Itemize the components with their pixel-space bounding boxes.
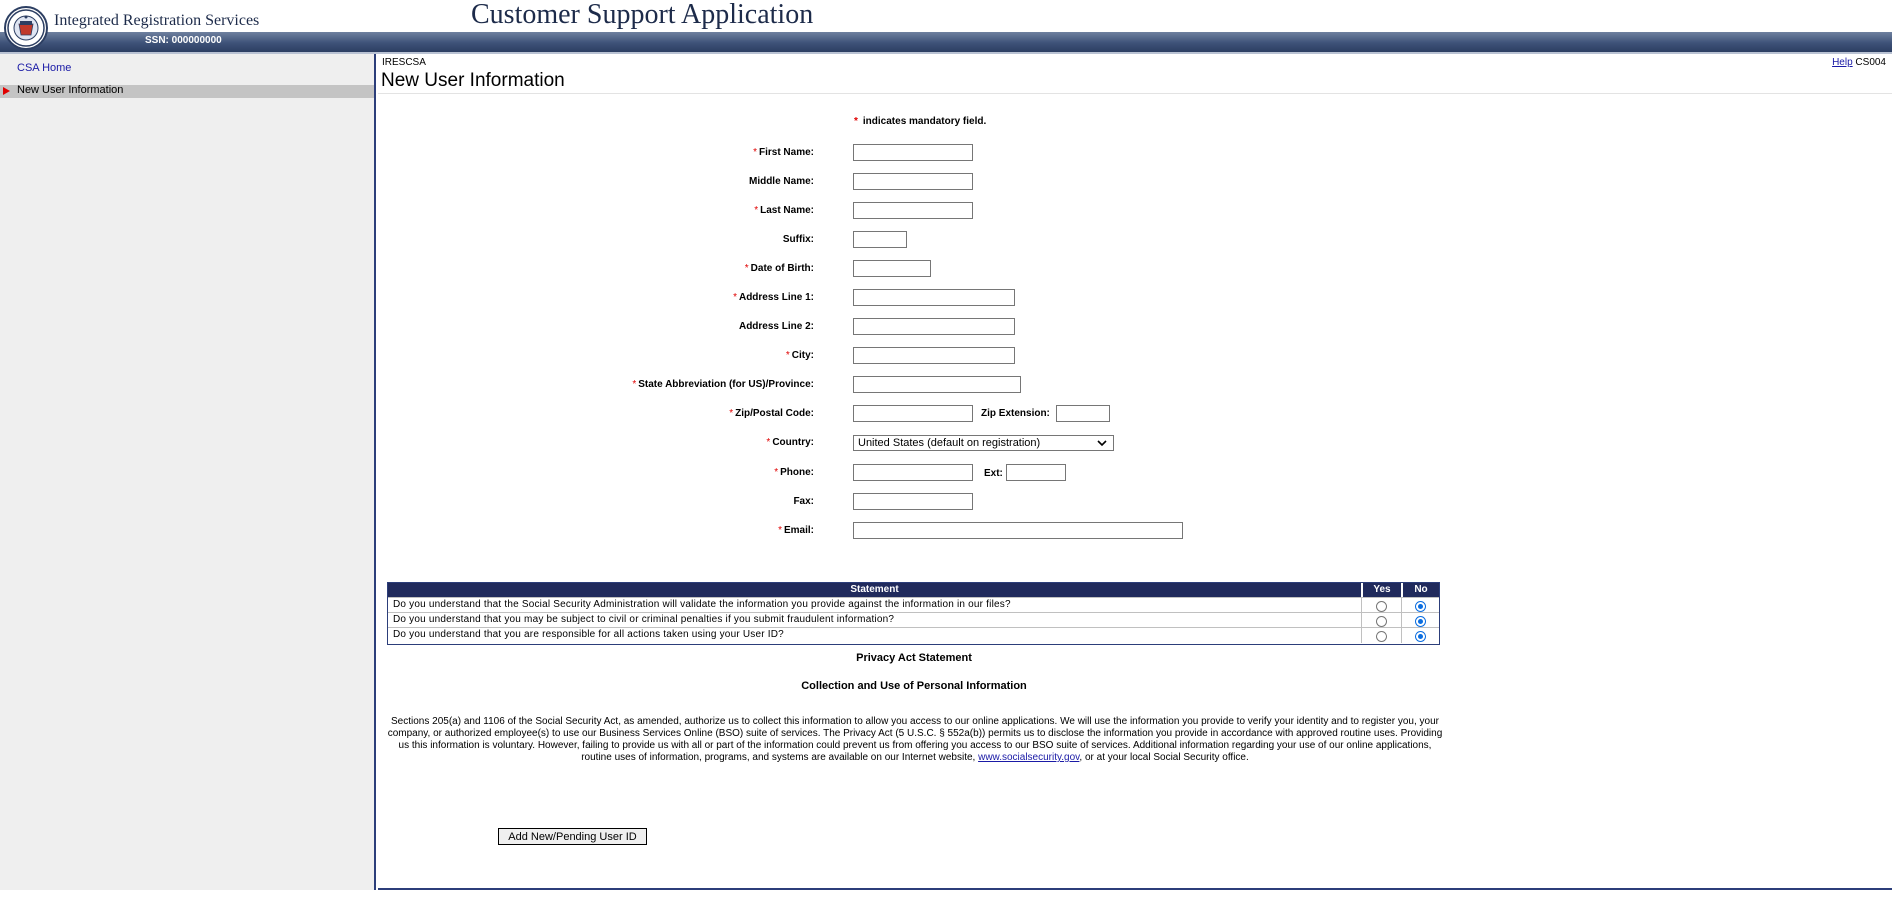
add-user-id-button[interactable]: Add New/Pending User ID bbox=[498, 828, 647, 845]
ssa-seal-icon bbox=[4, 6, 48, 50]
address2-input[interactable] bbox=[853, 318, 1015, 335]
zip-input[interactable] bbox=[853, 405, 973, 422]
help-link[interactable]: Help bbox=[1832, 57, 1853, 68]
sidebar-item-new-user-information[interactable] bbox=[0, 85, 374, 98]
country-label bbox=[766, 437, 814, 448]
title-divider bbox=[378, 93, 1892, 94]
required-star: * bbox=[766, 437, 771, 448]
city-label bbox=[786, 350, 814, 361]
required-star: * bbox=[778, 525, 782, 536]
header-band bbox=[0, 32, 1892, 52]
fax-label: Fax: bbox=[793, 496, 814, 507]
statement-header: Statement bbox=[850, 584, 899, 595]
required-star: * bbox=[744, 263, 749, 274]
table-row bbox=[388, 597, 1439, 612]
phone-label-text: Phone: bbox=[780, 467, 814, 478]
country-select[interactable] bbox=[853, 435, 1114, 451]
address1-input[interactable] bbox=[853, 289, 1015, 306]
help-area bbox=[1832, 57, 1886, 68]
header bbox=[0, 0, 1892, 54]
app-title: Customer Support Application bbox=[471, 0, 814, 30]
statement-text: Do you understand that you are responsible for all actions taken using your User ID? bbox=[393, 629, 784, 640]
ssn-display: SSN: 000000000 bbox=[145, 35, 222, 46]
state-label bbox=[632, 379, 814, 390]
suffix-input[interactable] bbox=[853, 231, 907, 248]
statement-table-header bbox=[388, 583, 1439, 597]
row-separator bbox=[1401, 613, 1402, 628]
first-name-input[interactable] bbox=[853, 144, 973, 161]
privacy-title: Privacy Act Statement bbox=[856, 652, 972, 664]
first-name-label-text: First Name: bbox=[758, 147, 814, 158]
fax-input[interactable] bbox=[853, 493, 973, 510]
email-input[interactable] bbox=[853, 522, 1183, 539]
privacy-text bbox=[384, 716, 1446, 764]
page-code: CS004 bbox=[1855, 57, 1886, 68]
mandatory-note bbox=[854, 116, 986, 127]
privacy-subtitle: Collection and Use of Personal Information bbox=[801, 680, 1027, 692]
city-input[interactable] bbox=[853, 347, 1015, 364]
page-title: New User Information bbox=[381, 70, 565, 91]
row-separator bbox=[1361, 598, 1362, 613]
privacy-body: Sections 205(a) and 1106 of the Social Security Act, as amended, authorize us to collect this information to allow you access to our online applications. We will use the information you provide to verify your identity and to register you, your company, or authorized employee(s) to use our Business Services Online (BSO) suite of services. The Privacy Act (5 U.S.C. § 552a(b)) permits us to disclose the information you provide in accordance with approved routine uses. Providing us this information is voluntary. However, failing to provide us with all or part of the information could prevent us from offering you access to our BSO suite of services. Additional information regarding your use of our online applications, routine uses of information, programs, and systems are available on our Internet website, bbox=[387, 716, 1443, 763]
phone-input[interactable] bbox=[853, 464, 973, 481]
sidebar bbox=[0, 54, 376, 890]
table-row bbox=[388, 627, 1439, 642]
middle-name-input[interactable] bbox=[853, 173, 973, 190]
table-row bbox=[388, 612, 1439, 627]
country-label-text: Country: bbox=[772, 437, 814, 448]
socialsecurity-link[interactable]: www.socialsecurity.gov bbox=[978, 752, 1080, 763]
middle-name-label: Middle Name: bbox=[748, 176, 814, 187]
statement-3-no-radio[interactable] bbox=[1415, 631, 1426, 642]
footer-line bbox=[378, 888, 1892, 890]
sidebar-link-csa-home[interactable]: CSA Home bbox=[17, 62, 72, 74]
last-name-input[interactable] bbox=[853, 202, 973, 219]
sidebar-item-label: New User Information bbox=[17, 84, 124, 96]
header-top bbox=[0, 0, 1892, 32]
required-star: * bbox=[785, 350, 790, 361]
statement-1-no-radio[interactable] bbox=[1415, 601, 1426, 612]
last-name-label-text: Last Name: bbox=[760, 205, 814, 216]
required-star: * bbox=[729, 408, 734, 419]
required-star: * bbox=[632, 379, 637, 390]
last-name-label bbox=[754, 205, 814, 216]
statement-text: Do you understand that you may be subject to civil or criminal penalties if you submit fraudulent information? bbox=[393, 614, 895, 625]
email-label bbox=[778, 525, 814, 536]
mandatory-note-text: indicates mandatory field. bbox=[862, 116, 987, 127]
row-separator bbox=[1401, 628, 1402, 643]
no-header: No bbox=[1414, 584, 1428, 595]
statement-2-no-radio[interactable] bbox=[1415, 616, 1426, 627]
statement-1-yes-radio[interactable] bbox=[1376, 601, 1387, 612]
suffix-label: Suffix: bbox=[782, 234, 814, 245]
statement-table bbox=[387, 582, 1440, 645]
zip-extension-input[interactable] bbox=[1056, 405, 1110, 422]
system-id: IRESCSA bbox=[382, 57, 426, 68]
zip-label-text: Zip/Postal Code: bbox=[735, 408, 814, 419]
brand-name: Integrated Registration Services bbox=[54, 12, 260, 29]
address1-label bbox=[733, 292, 814, 303]
required-star: * bbox=[753, 147, 757, 158]
red-arrow-icon bbox=[3, 87, 10, 95]
dob-label-text: Date of Birth: bbox=[750, 263, 814, 274]
zip-extension-label: Zip Extension: bbox=[981, 408, 1050, 419]
chevron-down-icon bbox=[1096, 437, 1108, 449]
address2-label: Address Line 2: bbox=[738, 321, 814, 332]
statement-text: Do you understand that the Social Security Administration will validate the information you provide against the information in our files? bbox=[393, 599, 1011, 610]
phone-ext-input[interactable] bbox=[1006, 464, 1066, 481]
main-content bbox=[378, 54, 1892, 890]
state-input[interactable] bbox=[853, 376, 1021, 393]
required-star: * bbox=[754, 205, 759, 216]
city-label-text: City: bbox=[791, 350, 814, 361]
phone-label bbox=[774, 467, 814, 478]
required-star: * bbox=[774, 467, 779, 478]
required-star: * bbox=[733, 292, 737, 303]
dob-label bbox=[745, 263, 814, 274]
statement-3-yes-radio[interactable] bbox=[1376, 631, 1387, 642]
statement-2-yes-radio[interactable] bbox=[1376, 616, 1387, 627]
state-label-text: State Abbreviation (for US)/Province: bbox=[638, 379, 814, 390]
yes-header: Yes bbox=[1373, 584, 1391, 595]
phone-ext-label: Ext: bbox=[984, 468, 1003, 479]
first-name-label bbox=[753, 147, 814, 158]
email-label-text: Email: bbox=[783, 525, 814, 536]
row-separator bbox=[1361, 628, 1362, 643]
row-separator bbox=[1361, 613, 1362, 628]
zip-label bbox=[729, 408, 814, 419]
country-select-value: United States (default on registration) bbox=[858, 437, 1041, 449]
row-separator bbox=[1401, 598, 1402, 613]
dob-input[interactable] bbox=[853, 260, 931, 277]
privacy-tail: , or at your local Social Security office. bbox=[1079, 752, 1249, 763]
required-star: * bbox=[854, 116, 858, 127]
address1-label-text: Address Line 1: bbox=[738, 292, 814, 303]
